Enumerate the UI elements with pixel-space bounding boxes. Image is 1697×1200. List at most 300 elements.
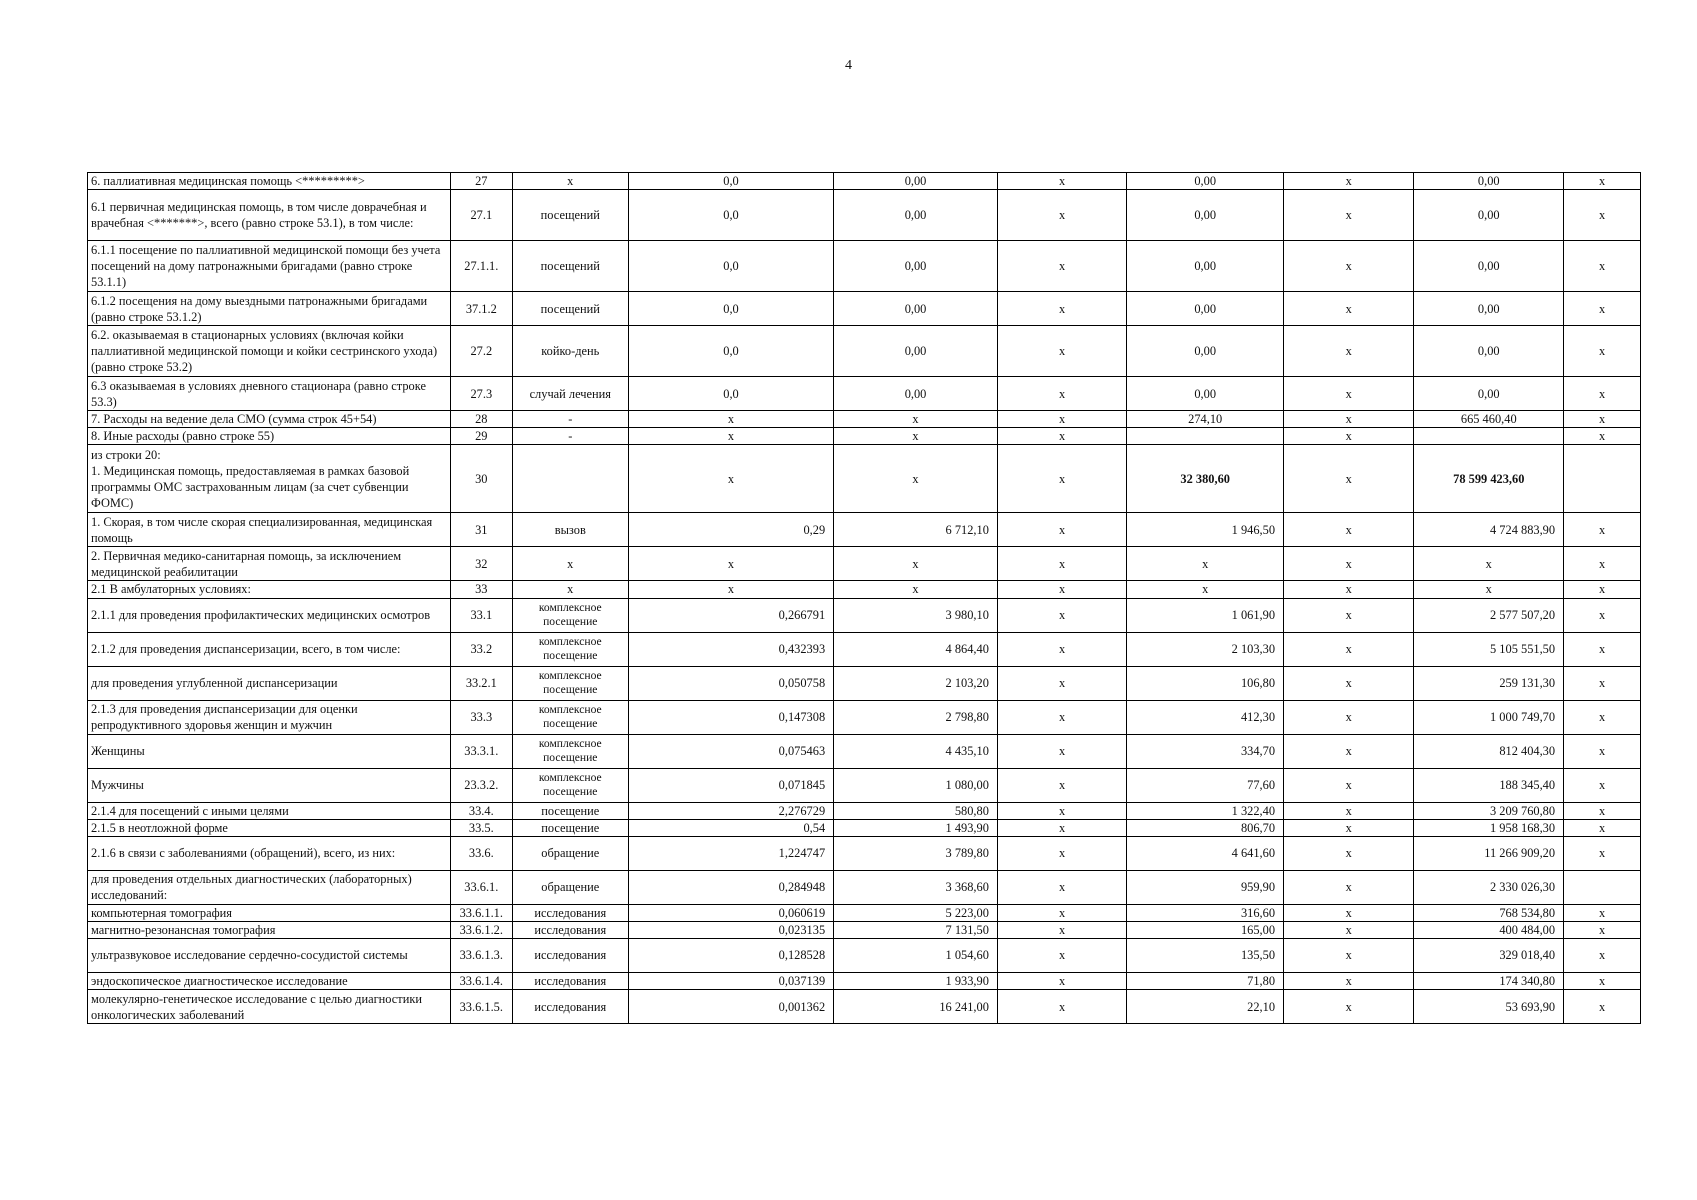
row-x-col5: х: [997, 870, 1126, 904]
row-cost: х: [834, 445, 998, 513]
row-volume: 1,224747: [628, 836, 833, 870]
row-x-col5: х: [997, 836, 1126, 870]
row-code: 29: [450, 428, 512, 445]
row-code: 33.2: [450, 632, 512, 666]
row-volume: 0,0: [628, 292, 833, 326]
row-name: 6.1 первичная медицинская помощь, в том числе доврачебная и врачебная <*******>, всего (равно строке 53.1), в том числе:: [88, 190, 451, 241]
row-total: 0,00: [1414, 377, 1564, 411]
row-per-capita: х: [1127, 581, 1284, 598]
row-unit: посещений: [512, 241, 628, 292]
row-cost: 16 241,00: [834, 990, 998, 1024]
row-x-col7: х: [1284, 904, 1414, 921]
row-volume: 0,050758: [628, 666, 833, 700]
page-number: 4: [845, 58, 852, 73]
row-total: 0,00: [1414, 241, 1564, 292]
row-x-col9: х: [1564, 428, 1641, 445]
row-x-col5: х: [997, 973, 1126, 990]
row-x-col7: х: [1284, 326, 1414, 377]
row-x-col5: х: [997, 173, 1126, 190]
row-cost: 1 080,00: [834, 768, 998, 802]
row-unit: -: [512, 428, 628, 445]
row-name: молекулярно-генетическое исследование с целью диагностики онкологических заболеваний: [88, 990, 451, 1024]
row-total: 400 484,00: [1414, 921, 1564, 938]
row-x-col9: х: [1564, 547, 1641, 581]
row-x-col9: х: [1564, 802, 1641, 819]
row-per-capita: 165,00: [1127, 921, 1284, 938]
row-cost: х: [834, 428, 998, 445]
row-x-col7: х: [1284, 921, 1414, 938]
row-unit: комплексное посещение: [512, 598, 628, 632]
row-name: 7. Расходы на ведение дела СМО (сумма строк 45+54): [88, 411, 451, 428]
row-per-capita: 334,70: [1127, 734, 1284, 768]
row-total: 5 105 551,50: [1414, 632, 1564, 666]
row-x-col5: х: [997, 411, 1126, 428]
row-name: 6.2. оказываемая в стационарных условиях (включая койки паллиативной медицинской помощи и койки сестринского ухода) (равно строке 53.2): [88, 326, 451, 377]
row-cost: 2 798,80: [834, 700, 998, 734]
row-total: х: [1414, 581, 1564, 598]
row-volume: 0,075463: [628, 734, 833, 768]
row-x-col9: х: [1564, 190, 1641, 241]
row-x-col7: х: [1284, 173, 1414, 190]
row-total: 768 534,80: [1414, 904, 1564, 921]
row-name: 8. Иные расходы (равно строке 55): [88, 428, 451, 445]
row-per-capita: 22,10: [1127, 990, 1284, 1024]
row-x-col5: х: [997, 326, 1126, 377]
table-row: [88, 377, 1641, 411]
row-code: 33.6.1.1.: [450, 904, 512, 921]
row-x-col7: х: [1284, 547, 1414, 581]
row-cost: 5 223,00: [834, 904, 998, 921]
row-volume: х: [628, 411, 833, 428]
row-x-col7: х: [1284, 666, 1414, 700]
table-row: [88, 241, 1641, 292]
row-cost: 6 712,10: [834, 513, 998, 547]
row-per-capita: 0,00: [1127, 173, 1284, 190]
row-x-col5: х: [997, 445, 1126, 513]
row-volume: 0,284948: [628, 870, 833, 904]
row-x-col9: х: [1564, 734, 1641, 768]
row-code: 33.4.: [450, 802, 512, 819]
row-x-col7: х: [1284, 870, 1414, 904]
row-name: 2.1.6 в связи с заболеваниями (обращений), всего, из них:: [88, 836, 451, 870]
row-volume: х: [628, 547, 833, 581]
row-x-col7: х: [1284, 377, 1414, 411]
table-row: [88, 547, 1641, 581]
table-row: [88, 768, 1641, 802]
row-total: 0,00: [1414, 326, 1564, 377]
row-cost: 580,80: [834, 802, 998, 819]
row-code: 23.3.2.: [450, 768, 512, 802]
table-row: [88, 973, 1641, 990]
row-per-capita: 274,10: [1127, 411, 1284, 428]
row-total: 3 209 760,80: [1414, 802, 1564, 819]
row-cost: 3 980,10: [834, 598, 998, 632]
row-x-col7: х: [1284, 513, 1414, 547]
row-code: 33.3: [450, 700, 512, 734]
row-total: 11 266 909,20: [1414, 836, 1564, 870]
row-name: 2. Первичная медико-санитарная помощь, за исключением медицинской реабилитации: [88, 547, 451, 581]
row-x-col9: х: [1564, 973, 1641, 990]
row-x-col7: х: [1284, 428, 1414, 445]
row-x-col9: х: [1564, 819, 1641, 836]
row-unit: х: [512, 173, 628, 190]
row-x-col7: х: [1284, 768, 1414, 802]
row-per-capita: х: [1127, 547, 1284, 581]
row-volume: 0,0: [628, 326, 833, 377]
row-per-capita: 0,00: [1127, 190, 1284, 241]
row-name: для проведения отдельных диагностических (лабораторных) исследований:: [88, 870, 451, 904]
row-per-capita: 0,00: [1127, 292, 1284, 326]
row-code: 33.6.1.: [450, 870, 512, 904]
row-x-col7: х: [1284, 581, 1414, 598]
row-cost: 0,00: [834, 173, 998, 190]
row-unit: посещений: [512, 292, 628, 326]
table-row: [88, 598, 1641, 632]
row-x-col9: х: [1564, 411, 1641, 428]
row-unit: исследования: [512, 904, 628, 921]
row-cost: 0,00: [834, 326, 998, 377]
table-row: [88, 632, 1641, 666]
row-x-col7: х: [1284, 632, 1414, 666]
row-volume: 2,276729: [628, 802, 833, 819]
row-total: 4 724 883,90: [1414, 513, 1564, 547]
row-total: 188 345,40: [1414, 768, 1564, 802]
row-volume: 0,0: [628, 190, 833, 241]
row-x-col5: х: [997, 190, 1126, 241]
row-total: 812 404,30: [1414, 734, 1564, 768]
row-cost: 0,00: [834, 190, 998, 241]
row-name: 2.1.4 для посещений с иными целями: [88, 802, 451, 819]
row-x-col5: х: [997, 921, 1126, 938]
table-row: [88, 939, 1641, 973]
row-code: 30: [450, 445, 512, 513]
row-x-col9: [1564, 445, 1641, 513]
table-row: [88, 428, 1641, 445]
row-name: магнитно-резонансная томография: [88, 921, 451, 938]
row-total: 78 599 423,60: [1414, 445, 1564, 513]
row-unit: исследования: [512, 973, 628, 990]
row-name: 1. Скорая, в том числе скорая специализированная, медицинская помощь: [88, 513, 451, 547]
row-x-col7: х: [1284, 734, 1414, 768]
row-code: 33.2.1: [450, 666, 512, 700]
row-code: 32: [450, 547, 512, 581]
row-total: 2 330 026,30: [1414, 870, 1564, 904]
row-code: 33.6.: [450, 836, 512, 870]
row-unit: исследования: [512, 921, 628, 938]
row-x-col9: х: [1564, 241, 1641, 292]
row-volume: 0,0: [628, 173, 833, 190]
row-unit: вызов: [512, 513, 628, 547]
row-per-capita: 1 946,50: [1127, 513, 1284, 547]
row-x-col9: х: [1564, 904, 1641, 921]
row-x-col9: х: [1564, 836, 1641, 870]
row-unit: комплексное посещение: [512, 700, 628, 734]
row-x-col5: х: [997, 990, 1126, 1024]
row-cost: 2 103,20: [834, 666, 998, 700]
row-code: 27.1.1.: [450, 241, 512, 292]
row-cost: 1 933,90: [834, 973, 998, 990]
financing-table: [87, 172, 1641, 1024]
row-x-col5: х: [997, 904, 1126, 921]
row-volume: х: [628, 428, 833, 445]
table-row: [88, 292, 1641, 326]
row-cost: 1 054,60: [834, 939, 998, 973]
row-x-col5: х: [997, 734, 1126, 768]
row-code: 33.3.1.: [450, 734, 512, 768]
row-x-col7: х: [1284, 973, 1414, 990]
row-x-col9: х: [1564, 632, 1641, 666]
row-volume: 0,147308: [628, 700, 833, 734]
row-cost: 7 131,50: [834, 921, 998, 938]
table-row: [88, 921, 1641, 938]
row-cost: х: [834, 547, 998, 581]
row-name: 2.1.3 для проведения диспансеризации для оценки репродуктивного здоровья женщин и мужчин: [88, 700, 451, 734]
row-x-col9: х: [1564, 990, 1641, 1024]
row-volume: 0,128528: [628, 939, 833, 973]
row-total: х: [1414, 547, 1564, 581]
row-cost: х: [834, 411, 998, 428]
row-total: [1414, 428, 1564, 445]
row-code: 28: [450, 411, 512, 428]
row-unit: посещение: [512, 802, 628, 819]
row-code: 33.5.: [450, 819, 512, 836]
row-volume: 0,29: [628, 513, 833, 547]
row-volume: 0,023135: [628, 921, 833, 938]
row-per-capita: [1127, 428, 1284, 445]
row-x-col9: х: [1564, 326, 1641, 377]
row-x-col5: х: [997, 581, 1126, 598]
row-name: для проведения углубленной диспансеризации: [88, 666, 451, 700]
row-x-col7: х: [1284, 411, 1414, 428]
row-x-col9: х: [1564, 598, 1641, 632]
row-cost: 3 368,60: [834, 870, 998, 904]
row-code: 27.1: [450, 190, 512, 241]
row-unit: [512, 445, 628, 513]
row-cost: 3 789,80: [834, 836, 998, 870]
row-per-capita: 32 380,60: [1127, 445, 1284, 513]
row-x-col7: х: [1284, 598, 1414, 632]
row-cost: 1 493,90: [834, 819, 998, 836]
row-cost: х: [834, 581, 998, 598]
row-x-col5: х: [997, 939, 1126, 973]
row-x-col9: х: [1564, 581, 1641, 598]
row-unit: исследования: [512, 939, 628, 973]
row-name: 2.1.2 для проведения диспансеризации, всего, в том числе:: [88, 632, 451, 666]
row-x-col5: х: [997, 428, 1126, 445]
row-unit: исследования: [512, 990, 628, 1024]
row-total: 1 958 168,30: [1414, 819, 1564, 836]
row-cost: 4 435,10: [834, 734, 998, 768]
row-cost: 0,00: [834, 377, 998, 411]
table-row: [88, 326, 1641, 377]
row-x-col5: х: [997, 513, 1126, 547]
row-volume: 0,0: [628, 241, 833, 292]
row-x-col9: х: [1564, 173, 1641, 190]
row-volume: 0,54: [628, 819, 833, 836]
row-per-capita: 4 641,60: [1127, 836, 1284, 870]
row-x-col7: х: [1284, 990, 1414, 1024]
row-x-col5: х: [997, 802, 1126, 819]
row-cost: 0,00: [834, 241, 998, 292]
row-total: 329 018,40: [1414, 939, 1564, 973]
row-per-capita: 1 061,90: [1127, 598, 1284, 632]
table-row: [88, 581, 1641, 598]
row-unit: комплексное посещение: [512, 632, 628, 666]
row-volume: 0,0: [628, 377, 833, 411]
table-row: [88, 734, 1641, 768]
table-row: [88, 802, 1641, 819]
row-volume: 0,266791: [628, 598, 833, 632]
row-x-col9: х: [1564, 513, 1641, 547]
row-code: 27.3: [450, 377, 512, 411]
row-total: 259 131,30: [1414, 666, 1564, 700]
row-per-capita: 0,00: [1127, 377, 1284, 411]
row-volume: 0,037139: [628, 973, 833, 990]
row-name: ультразвуковое исследование сердечно-сосудистой системы: [88, 939, 451, 973]
table-row: [88, 411, 1641, 428]
row-per-capita: 1 322,40: [1127, 802, 1284, 819]
row-unit: случай лечения: [512, 377, 628, 411]
row-x-col9: х: [1564, 700, 1641, 734]
row-x-col7: х: [1284, 700, 1414, 734]
row-volume: х: [628, 581, 833, 598]
row-total: 53 693,90: [1414, 990, 1564, 1024]
row-x-col7: х: [1284, 802, 1414, 819]
row-code: 37.1.2: [450, 292, 512, 326]
table-row: [88, 190, 1641, 241]
row-x-col9: х: [1564, 292, 1641, 326]
row-unit: х: [512, 581, 628, 598]
row-x-col5: х: [997, 292, 1126, 326]
row-name: 6.3 оказываемая в условиях дневного стационара (равно строке 53.3): [88, 377, 451, 411]
row-code: 31: [450, 513, 512, 547]
row-per-capita: 71,80: [1127, 973, 1284, 990]
row-name: 6.1.2 посещения на дому выездными патронажными бригадами (равно строке 53.1.2): [88, 292, 451, 326]
row-code: 27: [450, 173, 512, 190]
row-name: Женщины: [88, 734, 451, 768]
row-per-capita: 0,00: [1127, 326, 1284, 377]
row-code: 33: [450, 581, 512, 598]
row-volume: 0,432393: [628, 632, 833, 666]
row-per-capita: 806,70: [1127, 819, 1284, 836]
row-x-col5: х: [997, 700, 1126, 734]
row-code: 33.6.1.3.: [450, 939, 512, 973]
row-per-capita: 135,50: [1127, 939, 1284, 973]
row-x-col7: х: [1284, 292, 1414, 326]
row-unit: посещений: [512, 190, 628, 241]
row-volume: 0,071845: [628, 768, 833, 802]
row-x-col7: х: [1284, 445, 1414, 513]
row-x-col9: х: [1564, 921, 1641, 938]
row-x-col5: х: [997, 377, 1126, 411]
row-unit: комплексное посещение: [512, 734, 628, 768]
row-volume: 0,060619: [628, 904, 833, 921]
row-unit: комплексное посещение: [512, 666, 628, 700]
table-body: [88, 173, 1641, 1024]
row-x-col7: х: [1284, 819, 1414, 836]
row-unit: х: [512, 547, 628, 581]
row-code: 33.1: [450, 598, 512, 632]
row-x-col5: х: [997, 666, 1126, 700]
row-x-col5: х: [997, 547, 1126, 581]
row-per-capita: 959,90: [1127, 870, 1284, 904]
row-total: 174 340,80: [1414, 973, 1564, 990]
row-name: 2.1.5 в неотложной форме: [88, 819, 451, 836]
row-cost: 0,00: [834, 292, 998, 326]
row-x-col9: х: [1564, 768, 1641, 802]
row-name: компьютерная томография: [88, 904, 451, 921]
row-unit: посещение: [512, 819, 628, 836]
row-total: 0,00: [1414, 173, 1564, 190]
row-total: 1 000 749,70: [1414, 700, 1564, 734]
row-total: 0,00: [1414, 292, 1564, 326]
row-per-capita: 316,60: [1127, 904, 1284, 921]
row-x-col9: х: [1564, 377, 1641, 411]
row-unit: обращение: [512, 870, 628, 904]
row-unit: койко-день: [512, 326, 628, 377]
row-name: 6. паллиативная медицинская помощь <*********>: [88, 173, 451, 190]
row-x-col7: х: [1284, 939, 1414, 973]
table-row: [88, 819, 1641, 836]
row-volume: х: [628, 445, 833, 513]
row-x-col7: х: [1284, 241, 1414, 292]
row-total: 2 577 507,20: [1414, 598, 1564, 632]
table-row: [88, 990, 1641, 1024]
row-per-capita: 2 103,30: [1127, 632, 1284, 666]
row-name: из строки 20: 1. Медицинская помощь, предоставляемая в рамках базовой программы ОМС застрахованным лицам (за счет субвенции ФОМС): [88, 445, 451, 513]
row-code: 33.6.1.2.: [450, 921, 512, 938]
row-per-capita: 106,80: [1127, 666, 1284, 700]
row-per-capita: 412,30: [1127, 700, 1284, 734]
table-row: [88, 870, 1641, 904]
row-x-col5: х: [997, 768, 1126, 802]
table-row: [88, 904, 1641, 921]
table-row: [88, 173, 1641, 190]
row-code: 33.6.1.5.: [450, 990, 512, 1024]
row-unit: обращение: [512, 836, 628, 870]
row-x-col5: х: [997, 632, 1126, 666]
row-name: эндоскопическое диагностическое исследование: [88, 973, 451, 990]
row-x-col5: х: [997, 241, 1126, 292]
table-row: [88, 700, 1641, 734]
row-total: 0,00: [1414, 190, 1564, 241]
row-x-col7: х: [1284, 836, 1414, 870]
table-row: [88, 666, 1641, 700]
row-cost: 4 864,40: [834, 632, 998, 666]
row-name: Мужчины: [88, 768, 451, 802]
row-unit: -: [512, 411, 628, 428]
row-code: 33.6.1.4.: [450, 973, 512, 990]
row-name: 6.1.1 посещение по паллиативной медицинской помощи без учета посещений на дому патронажными бригадами (равно строке 53.1.1): [88, 241, 451, 292]
row-x-col5: х: [997, 598, 1126, 632]
row-x-col7: х: [1284, 190, 1414, 241]
table-row: [88, 445, 1641, 513]
row-x-col9: х: [1564, 939, 1641, 973]
row-name: 2.1 В амбулаторных условиях:: [88, 581, 451, 598]
row-name: 2.1.1 для проведения профилактических медицинских осмотров: [88, 598, 451, 632]
row-code: 27.2: [450, 326, 512, 377]
row-per-capita: 77,60: [1127, 768, 1284, 802]
row-x-col9: [1564, 870, 1641, 904]
row-per-capita: 0,00: [1127, 241, 1284, 292]
row-unit: комплексное посещение: [512, 768, 628, 802]
row-x-col5: х: [997, 819, 1126, 836]
row-total: 665 460,40: [1414, 411, 1564, 428]
row-x-col9: х: [1564, 666, 1641, 700]
table-row: [88, 836, 1641, 870]
row-volume: 0,001362: [628, 990, 833, 1024]
table-row: [88, 513, 1641, 547]
